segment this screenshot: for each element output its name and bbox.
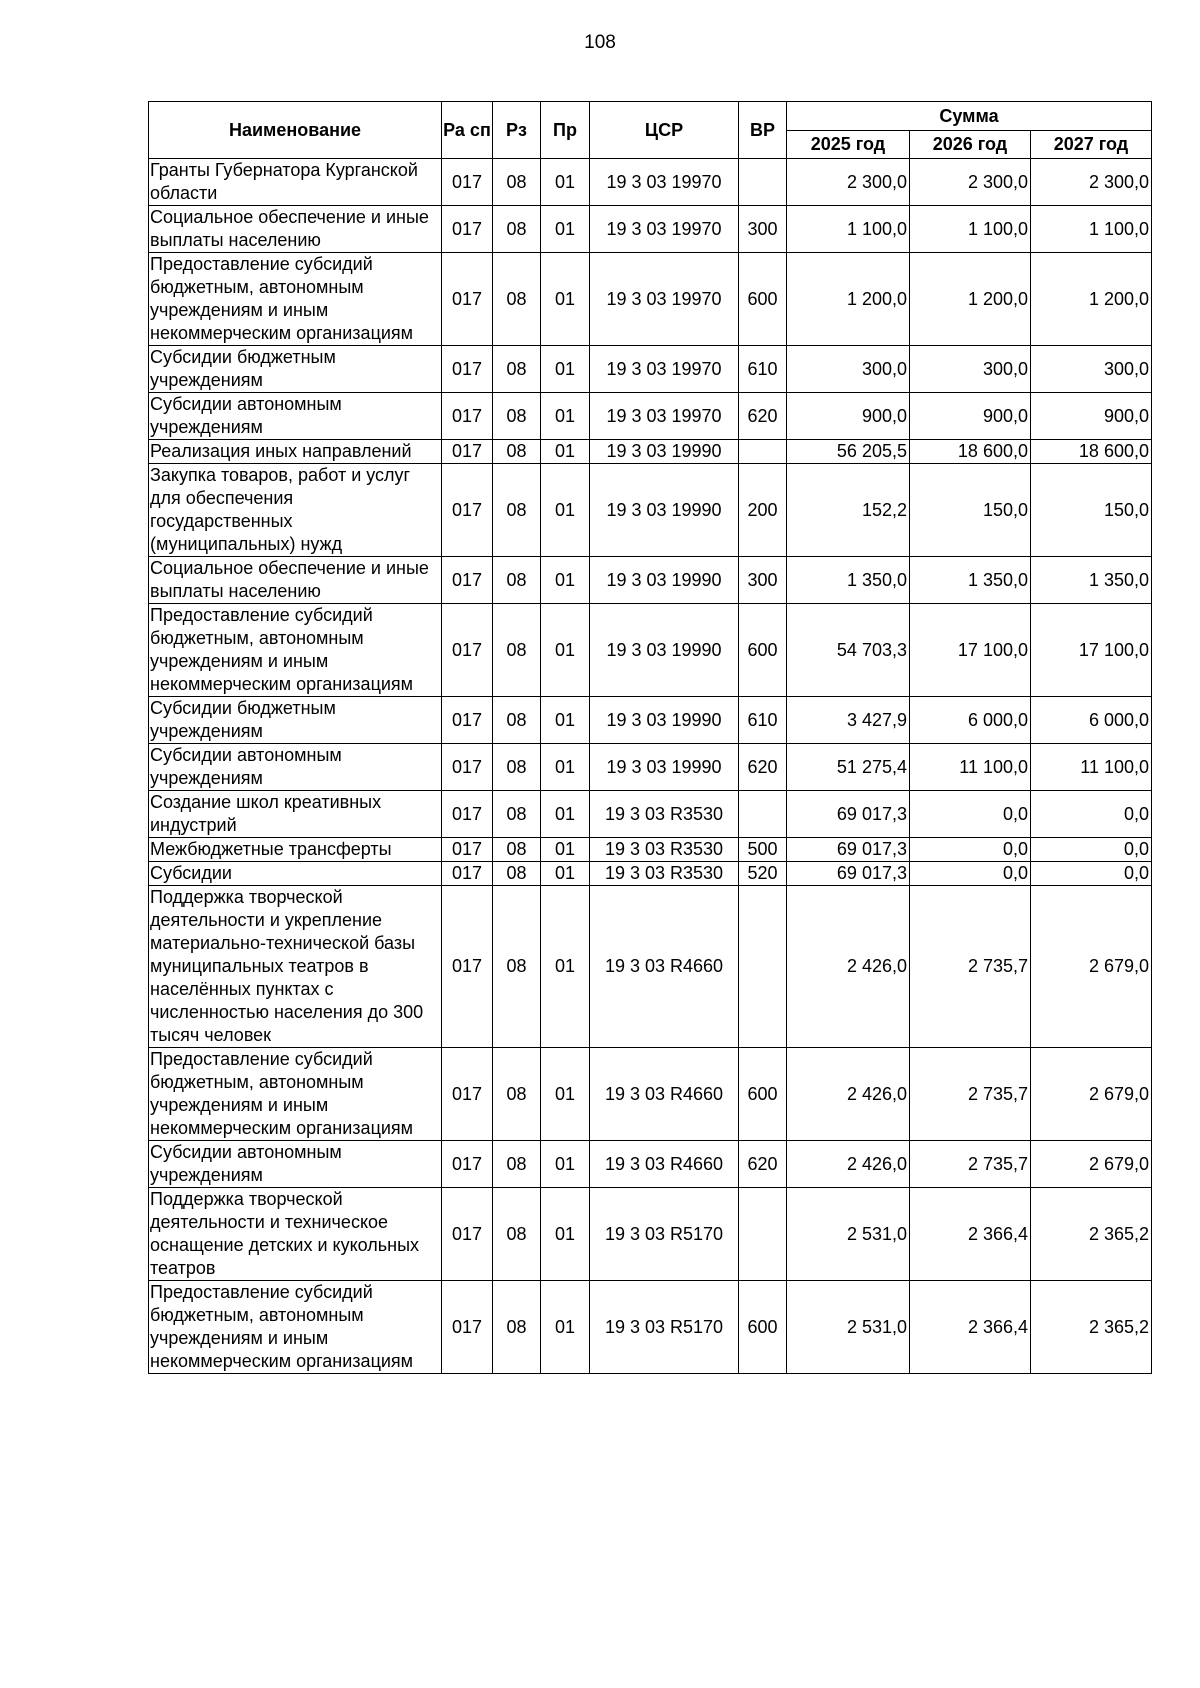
cell-2027: 17 100,0: [1031, 604, 1152, 697]
cell-rasp: 017: [442, 393, 493, 440]
cell-rz: 08: [493, 206, 541, 253]
cell-2026: 0,0: [910, 791, 1031, 838]
cell-pr: 01: [541, 159, 590, 206]
table-row: [149, 838, 1152, 862]
cell-vr: 600: [739, 253, 787, 346]
cell-name: Субсидии бюджетным учреждениям: [149, 346, 442, 393]
cell-rasp: 017: [442, 886, 493, 1048]
cell-2027: 0,0: [1031, 838, 1152, 862]
cell-name: Закупка товаров, работ и услуг для обеспечения государственных (муниципальных) нужд: [149, 464, 442, 557]
cell-2026: 2 300,0: [910, 159, 1031, 206]
cell-pr: 01: [541, 862, 590, 886]
cell-name: Предоставление субсидий бюджетным, автономным учреждениям и иным некоммерческим организациям: [149, 1048, 442, 1141]
cell-name: Межбюджетные трансферты: [149, 838, 442, 862]
cell-vr: [739, 1188, 787, 1281]
cell-2025: 900,0: [787, 393, 910, 440]
cell-name: Субсидии автономным учреждениям: [149, 393, 442, 440]
cell-2027: 2 679,0: [1031, 1048, 1152, 1141]
cell-rz: 08: [493, 791, 541, 838]
cell-pr: 01: [541, 346, 590, 393]
cell-pr: 01: [541, 886, 590, 1048]
cell-2027: 0,0: [1031, 862, 1152, 886]
cell-rz: 08: [493, 464, 541, 557]
cell-2025: 54 703,3: [787, 604, 910, 697]
cell-name: Предоставление субсидий бюджетным, автономным учреждениям и иным некоммерческим организациям: [149, 1281, 442, 1374]
cell-rz: 08: [493, 744, 541, 791]
cell-vr: 520: [739, 862, 787, 886]
header-rasp: Ра сп: [442, 102, 493, 159]
cell-2026: 300,0: [910, 346, 1031, 393]
table-row: [149, 346, 1152, 393]
cell-2026: 2 366,4: [910, 1281, 1031, 1374]
cell-2026: 6 000,0: [910, 697, 1031, 744]
cell-rz: 08: [493, 393, 541, 440]
header-year-2026: 2026 год: [910, 131, 1031, 159]
cell-csr: 19 3 03 R3530: [590, 791, 739, 838]
cell-2027: 18 600,0: [1031, 440, 1152, 464]
cell-rasp: 017: [442, 557, 493, 604]
cell-2026: 2 735,7: [910, 1048, 1031, 1141]
cell-2025: 2 300,0: [787, 159, 910, 206]
cell-rasp: 017: [442, 744, 493, 791]
cell-2027: 0,0: [1031, 791, 1152, 838]
cell-2026: 0,0: [910, 862, 1031, 886]
cell-pr: 01: [541, 1188, 590, 1281]
cell-rasp: 017: [442, 862, 493, 886]
table-row: [149, 604, 1152, 697]
cell-pr: 01: [541, 604, 590, 697]
table-row: [149, 862, 1152, 886]
cell-2025: 69 017,3: [787, 791, 910, 838]
cell-name: Субсидии бюджетным учреждениям: [149, 697, 442, 744]
cell-csr: 19 3 03 R4660: [590, 886, 739, 1048]
cell-vr: [739, 440, 787, 464]
cell-2025: 56 205,5: [787, 440, 910, 464]
cell-pr: 01: [541, 440, 590, 464]
cell-csr: 19 3 03 19990: [590, 440, 739, 464]
cell-2025: 69 017,3: [787, 838, 910, 862]
cell-csr: 19 3 03 19990: [590, 604, 739, 697]
cell-rz: 08: [493, 697, 541, 744]
cell-pr: 01: [541, 557, 590, 604]
table-row: [149, 791, 1152, 838]
header-rz: Рз: [493, 102, 541, 159]
cell-rz: 08: [493, 604, 541, 697]
cell-rasp: 017: [442, 346, 493, 393]
cell-2026: 11 100,0: [910, 744, 1031, 791]
cell-vr: 600: [739, 604, 787, 697]
cell-vr: 600: [739, 1281, 787, 1374]
header-year-2027: 2027 год: [1031, 131, 1152, 159]
header-vr: ВР: [739, 102, 787, 159]
cell-vr: 600: [739, 1048, 787, 1141]
cell-2026: 900,0: [910, 393, 1031, 440]
cell-pr: 01: [541, 838, 590, 862]
table-row: [149, 440, 1152, 464]
cell-csr: 19 3 03 19970: [590, 346, 739, 393]
cell-name: Субсидии: [149, 862, 442, 886]
header-name: Наименование: [149, 102, 442, 159]
cell-2025: 1 350,0: [787, 557, 910, 604]
cell-vr: [739, 886, 787, 1048]
cell-2026: 1 100,0: [910, 206, 1031, 253]
cell-2025: 1 200,0: [787, 253, 910, 346]
cell-pr: 01: [541, 1141, 590, 1188]
cell-rasp: 017: [442, 604, 493, 697]
cell-2025: 2 531,0: [787, 1188, 910, 1281]
cell-vr: 610: [739, 346, 787, 393]
cell-pr: 01: [541, 253, 590, 346]
cell-csr: 19 3 03 R4660: [590, 1141, 739, 1188]
cell-2027: 900,0: [1031, 393, 1152, 440]
cell-2026: 17 100,0: [910, 604, 1031, 697]
cell-name: Создание школ креативных индустрий: [149, 791, 442, 838]
cell-rasp: 017: [442, 1188, 493, 1281]
cell-vr: [739, 159, 787, 206]
cell-2026: 150,0: [910, 464, 1031, 557]
cell-2027: 1 350,0: [1031, 557, 1152, 604]
cell-rasp: 017: [442, 253, 493, 346]
cell-pr: 01: [541, 697, 590, 744]
cell-csr: 19 3 03 R3530: [590, 838, 739, 862]
cell-csr: 19 3 03 R3530: [590, 862, 739, 886]
cell-rz: 08: [493, 838, 541, 862]
table-body: [149, 159, 1152, 1374]
cell-2025: 1 100,0: [787, 206, 910, 253]
cell-2027: 2 365,2: [1031, 1281, 1152, 1374]
budget-table: [148, 101, 1152, 1374]
cell-2025: 3 427,9: [787, 697, 910, 744]
cell-rz: 08: [493, 557, 541, 604]
cell-pr: 01: [541, 1048, 590, 1141]
cell-vr: 620: [739, 393, 787, 440]
cell-csr: 19 3 03 R5170: [590, 1281, 739, 1374]
table-row: [149, 557, 1152, 604]
cell-pr: 01: [541, 206, 590, 253]
cell-csr: 19 3 03 19990: [590, 557, 739, 604]
cell-2027: 1 100,0: [1031, 206, 1152, 253]
cell-csr: 19 3 03 19970: [590, 159, 739, 206]
cell-vr: 300: [739, 557, 787, 604]
cell-2025: 152,2: [787, 464, 910, 557]
cell-rasp: 017: [442, 697, 493, 744]
cell-rz: 08: [493, 1188, 541, 1281]
cell-pr: 01: [541, 791, 590, 838]
page-number: 108: [584, 32, 616, 53]
cell-2027: 2 679,0: [1031, 1141, 1152, 1188]
cell-2026: 2 366,4: [910, 1188, 1031, 1281]
cell-vr: 500: [739, 838, 787, 862]
cell-rz: 08: [493, 159, 541, 206]
cell-rz: 08: [493, 1281, 541, 1374]
table-row: [149, 1188, 1152, 1281]
cell-rasp: 017: [442, 1141, 493, 1188]
cell-2027: 2 300,0: [1031, 159, 1152, 206]
table-row: [149, 1141, 1152, 1188]
table-row: [149, 1281, 1152, 1374]
header-pr: Пр: [541, 102, 590, 159]
cell-rasp: 017: [442, 1048, 493, 1141]
cell-name: Гранты Губернатора Курганской области: [149, 159, 442, 206]
cell-2027: 150,0: [1031, 464, 1152, 557]
cell-vr: 620: [739, 744, 787, 791]
cell-vr: [739, 791, 787, 838]
cell-name: Предоставление субсидий бюджетным, автономным учреждениям и иным некоммерческим организациям: [149, 604, 442, 697]
cell-csr: 19 3 03 19990: [590, 744, 739, 791]
table-row: [149, 697, 1152, 744]
cell-rasp: 017: [442, 440, 493, 464]
cell-2027: 2 365,2: [1031, 1188, 1152, 1281]
cell-csr: 19 3 03 19970: [590, 253, 739, 346]
cell-name: Социальное обеспечение и иные выплаты населению: [149, 557, 442, 604]
cell-2025: 69 017,3: [787, 862, 910, 886]
cell-name: Социальное обеспечение и иные выплаты населению: [149, 206, 442, 253]
cell-2026: 1 350,0: [910, 557, 1031, 604]
cell-2026: 18 600,0: [910, 440, 1031, 464]
cell-csr: 19 3 03 R4660: [590, 1048, 739, 1141]
cell-2026: 2 735,7: [910, 1141, 1031, 1188]
cell-2027: 2 679,0: [1031, 886, 1152, 1048]
cell-name: Поддержка творческой деятельности и укрепление материально-технической базы муниципальных театров в населённых пунктах с численностью населения до 300 тысяч человек: [149, 886, 442, 1048]
cell-2027: 300,0: [1031, 346, 1152, 393]
cell-2026: 0,0: [910, 838, 1031, 862]
cell-2026: 1 200,0: [910, 253, 1031, 346]
table-row: [149, 206, 1152, 253]
table-row: [149, 464, 1152, 557]
cell-rasp: 017: [442, 791, 493, 838]
cell-2026: 2 735,7: [910, 886, 1031, 1048]
cell-rz: 08: [493, 253, 541, 346]
cell-rasp: 017: [442, 838, 493, 862]
cell-pr: 01: [541, 1281, 590, 1374]
header-year-2025: 2025 год: [787, 131, 910, 159]
cell-name: Субсидии автономным учреждениям: [149, 744, 442, 791]
table-row: [149, 744, 1152, 791]
cell-vr: 200: [739, 464, 787, 557]
cell-csr: 19 3 03 19990: [590, 464, 739, 557]
cell-rz: 08: [493, 440, 541, 464]
header-csr: ЦСР: [590, 102, 739, 159]
header-summa: Сумма: [787, 102, 1152, 131]
cell-2025: 300,0: [787, 346, 910, 393]
cell-rz: 08: [493, 886, 541, 1048]
table-row: [149, 1048, 1152, 1141]
cell-name: Субсидии автономным учреждениям: [149, 1141, 442, 1188]
table-row: [149, 393, 1152, 440]
table-row: [149, 253, 1152, 346]
cell-csr: 19 3 03 19970: [590, 393, 739, 440]
cell-rz: 08: [493, 1141, 541, 1188]
cell-rz: 08: [493, 1048, 541, 1141]
cell-2027: 1 200,0: [1031, 253, 1152, 346]
cell-vr: 620: [739, 1141, 787, 1188]
cell-pr: 01: [541, 393, 590, 440]
table-row: [149, 886, 1152, 1048]
cell-pr: 01: [541, 744, 590, 791]
cell-name: Предоставление субсидий бюджетным, автономным учреждениям и иным некоммерческим организациям: [149, 253, 442, 346]
cell-csr: 19 3 03 19970: [590, 206, 739, 253]
cell-rasp: 017: [442, 206, 493, 253]
cell-rasp: 017: [442, 464, 493, 557]
cell-rz: 08: [493, 346, 541, 393]
cell-2027: 6 000,0: [1031, 697, 1152, 744]
cell-vr: 610: [739, 697, 787, 744]
cell-pr: 01: [541, 464, 590, 557]
cell-2025: 2 426,0: [787, 1048, 910, 1141]
cell-rz: 08: [493, 862, 541, 886]
cell-vr: 300: [739, 206, 787, 253]
cell-2025: 2 426,0: [787, 1141, 910, 1188]
cell-rasp: 017: [442, 159, 493, 206]
cell-2025: 2 531,0: [787, 1281, 910, 1374]
cell-name: Поддержка творческой деятельности и техническое оснащение детских и кукольных театров: [149, 1188, 442, 1281]
cell-name: Реализация иных направлений: [149, 440, 442, 464]
table-row: [149, 159, 1152, 206]
cell-csr: 19 3 03 R5170: [590, 1188, 739, 1281]
cell-2027: 11 100,0: [1031, 744, 1152, 791]
cell-rasp: 017: [442, 1281, 493, 1374]
cell-2025: 2 426,0: [787, 886, 910, 1048]
cell-2025: 51 275,4: [787, 744, 910, 791]
cell-csr: 19 3 03 19990: [590, 697, 739, 744]
